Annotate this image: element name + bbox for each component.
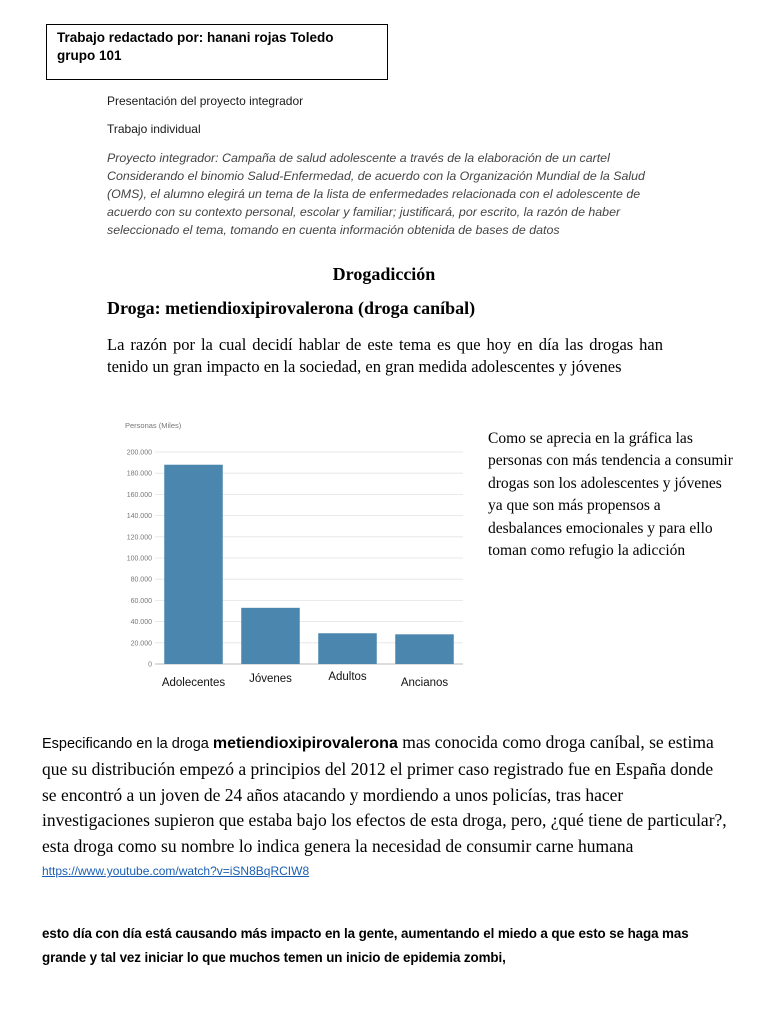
video-link[interactable]: https://www.youtube.com/watch?v=iSN8BqRCIW8 <box>42 864 310 878</box>
paragraph-drug-body: mas conocida como droga caníbal, se estima que su distribución empezó a principios del 2012 el primer caso registrado fue en España donde se encontró a un joven de 24 años atacando y mordiendo a unos policías, tras hacer investigaciones supieron que estaba bajo los efectos de esta droga, pero, ¿qué tiene de particular?, esta droga como su nombre lo indica genera la necesidad de consumir carne humana <box>42 732 727 856</box>
y-tick-label: 140.000 <box>126 513 152 521</box>
y-tick-label: 200.000 <box>126 449 152 457</box>
y-tick-label: 40.000 <box>130 619 152 627</box>
chart-caption: Como se aprecia en la gráfica las personas con más tendencia a consumir drogas son los adolescentes y jóvenes ya que son más propensos a desbalances emocionales y para ello toman como refugio la adicción <box>488 430 733 560</box>
y-tick-label: 20.000 <box>130 640 152 648</box>
y-tick-label: 180.000 <box>126 470 152 478</box>
y-tick-label: 100.000 <box>126 555 152 563</box>
paragraph-intro: La razón por la cual decidí hablar de este tema es que hoy en día las drogas han tenido un gran impacto en la sociedad, en gran medida adolescentes y jóvenes <box>107 335 663 376</box>
paragraph-drug <box>42 730 732 859</box>
intro-text: Proyecto integrador: Campaña de salud adolescente a través de la elaboración de un cartel Considerando el binomio Salud-Enfermedad, de acuerdo con la Organización Mundial de la Salud (OMS), el alumno elegirá un tema de la lista de enfermedades relacionada con el adolescente de acuerdo con su contexto personal, escolar y familiar; justificará, por escrito, la razón de haber seleccionado el tema, tomando en cuenta información obtenida de bases de datos <box>107 151 645 237</box>
individual-label: Trabajo individual <box>107 122 201 136</box>
paragraph-drug-prefix: Especificando en la droga <box>42 736 213 752</box>
y-tick-label: 60.000 <box>130 597 152 605</box>
y-tick-label: 160.000 <box>126 491 152 499</box>
paragraph-closing: esto día con día está causando más impacto en la gente, aumentando el miedo a que esto se haga mas grande y tal vez iniciar lo que muchos temen un inicio de epidemia zombi, <box>42 926 689 965</box>
y-tick-label: 0 <box>148 661 152 669</box>
x-tick-label: Jóvenes <box>249 673 292 685</box>
author-box <box>46 24 388 80</box>
presentation-title: Presentación del proyecto integrador <box>107 94 304 108</box>
group-line: grupo 101 <box>57 48 122 63</box>
y-tick-label: 80.000 <box>130 576 152 584</box>
bar-adultos <box>318 633 377 664</box>
y-axis-label: Personas (Miles) <box>125 421 182 430</box>
y-tick-label: 120.000 <box>126 534 152 542</box>
subtitle: Droga: metiendioxipirovalerona (droga caníbal) <box>107 298 476 318</box>
author-line: Trabajo redactado por: hanani rojas Toledo <box>57 30 334 45</box>
bar-jóvenes <box>241 608 300 664</box>
x-tick-label: Adolecentes <box>161 677 226 689</box>
x-tick-label: Adultos <box>328 671 367 683</box>
main-title: Drogadicción <box>332 264 436 284</box>
x-tick-label: Ancianos <box>400 677 449 689</box>
bar-ancianos <box>395 634 454 664</box>
drug-name: metiendioxipirovalerona <box>212 735 398 752</box>
bar-adolecentes <box>164 465 223 664</box>
bar-chart <box>115 405 475 695</box>
